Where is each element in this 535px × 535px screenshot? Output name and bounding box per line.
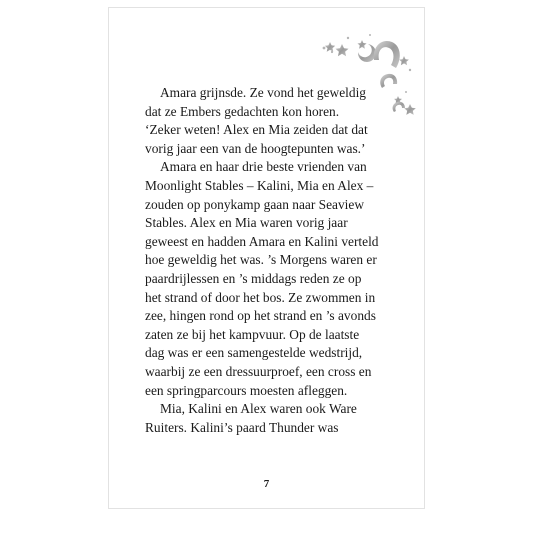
text-line: Ruiters. Kalini’s paard Thunder was	[145, 419, 339, 435]
text-line: Stables. Alex en Mia waren vorig jaar	[145, 215, 348, 231]
text-line: Mia, Kalini en Alex waren ook Ware	[160, 401, 357, 417]
page-number: 7	[263, 478, 270, 490]
text-line: een springparcours moesten afleggen.	[145, 382, 348, 398]
text-line: zee, hingen rond op het strand en ’s avonds	[145, 308, 376, 324]
text-line: dag was er een samengestelde wedstrijd,	[145, 345, 363, 361]
body-text	[145, 84, 409, 437]
text-line: waarbij ze een dressuurproef, een cross en	[145, 363, 372, 379]
text-line: dat ze Embers gedachten kon horen.	[145, 103, 340, 119]
text-line: vorig jaar een van de hoogtepunten was.’	[145, 140, 366, 156]
book-page	[108, 7, 425, 509]
text-line: zaten ze bij het kampvuur. Op de laatste	[145, 326, 360, 342]
text-line: Moonlight Stables – Kalini, Mia en Alex –	[145, 177, 374, 193]
text-line: het strand of door het bos. Ze zwommen in	[145, 289, 376, 305]
text-line: Amara en haar drie beste vrienden van	[160, 159, 367, 175]
text-line: zouden op ponykamp gaan naar Seaview	[145, 196, 365, 212]
text-line: ‘Zeker weten! Alex en Mia zeiden dat dat	[145, 122, 368, 138]
text-line: paardrijlessen en ’s middags reden ze op	[145, 270, 362, 286]
text-line: hoe geweldig het was. ’s Morgens waren er	[145, 252, 377, 268]
text-line: Amara grijnsde. Ze vond het geweldig	[160, 85, 367, 100]
text-line: geweest en hadden Amara en Kalini verteld	[145, 233, 379, 249]
